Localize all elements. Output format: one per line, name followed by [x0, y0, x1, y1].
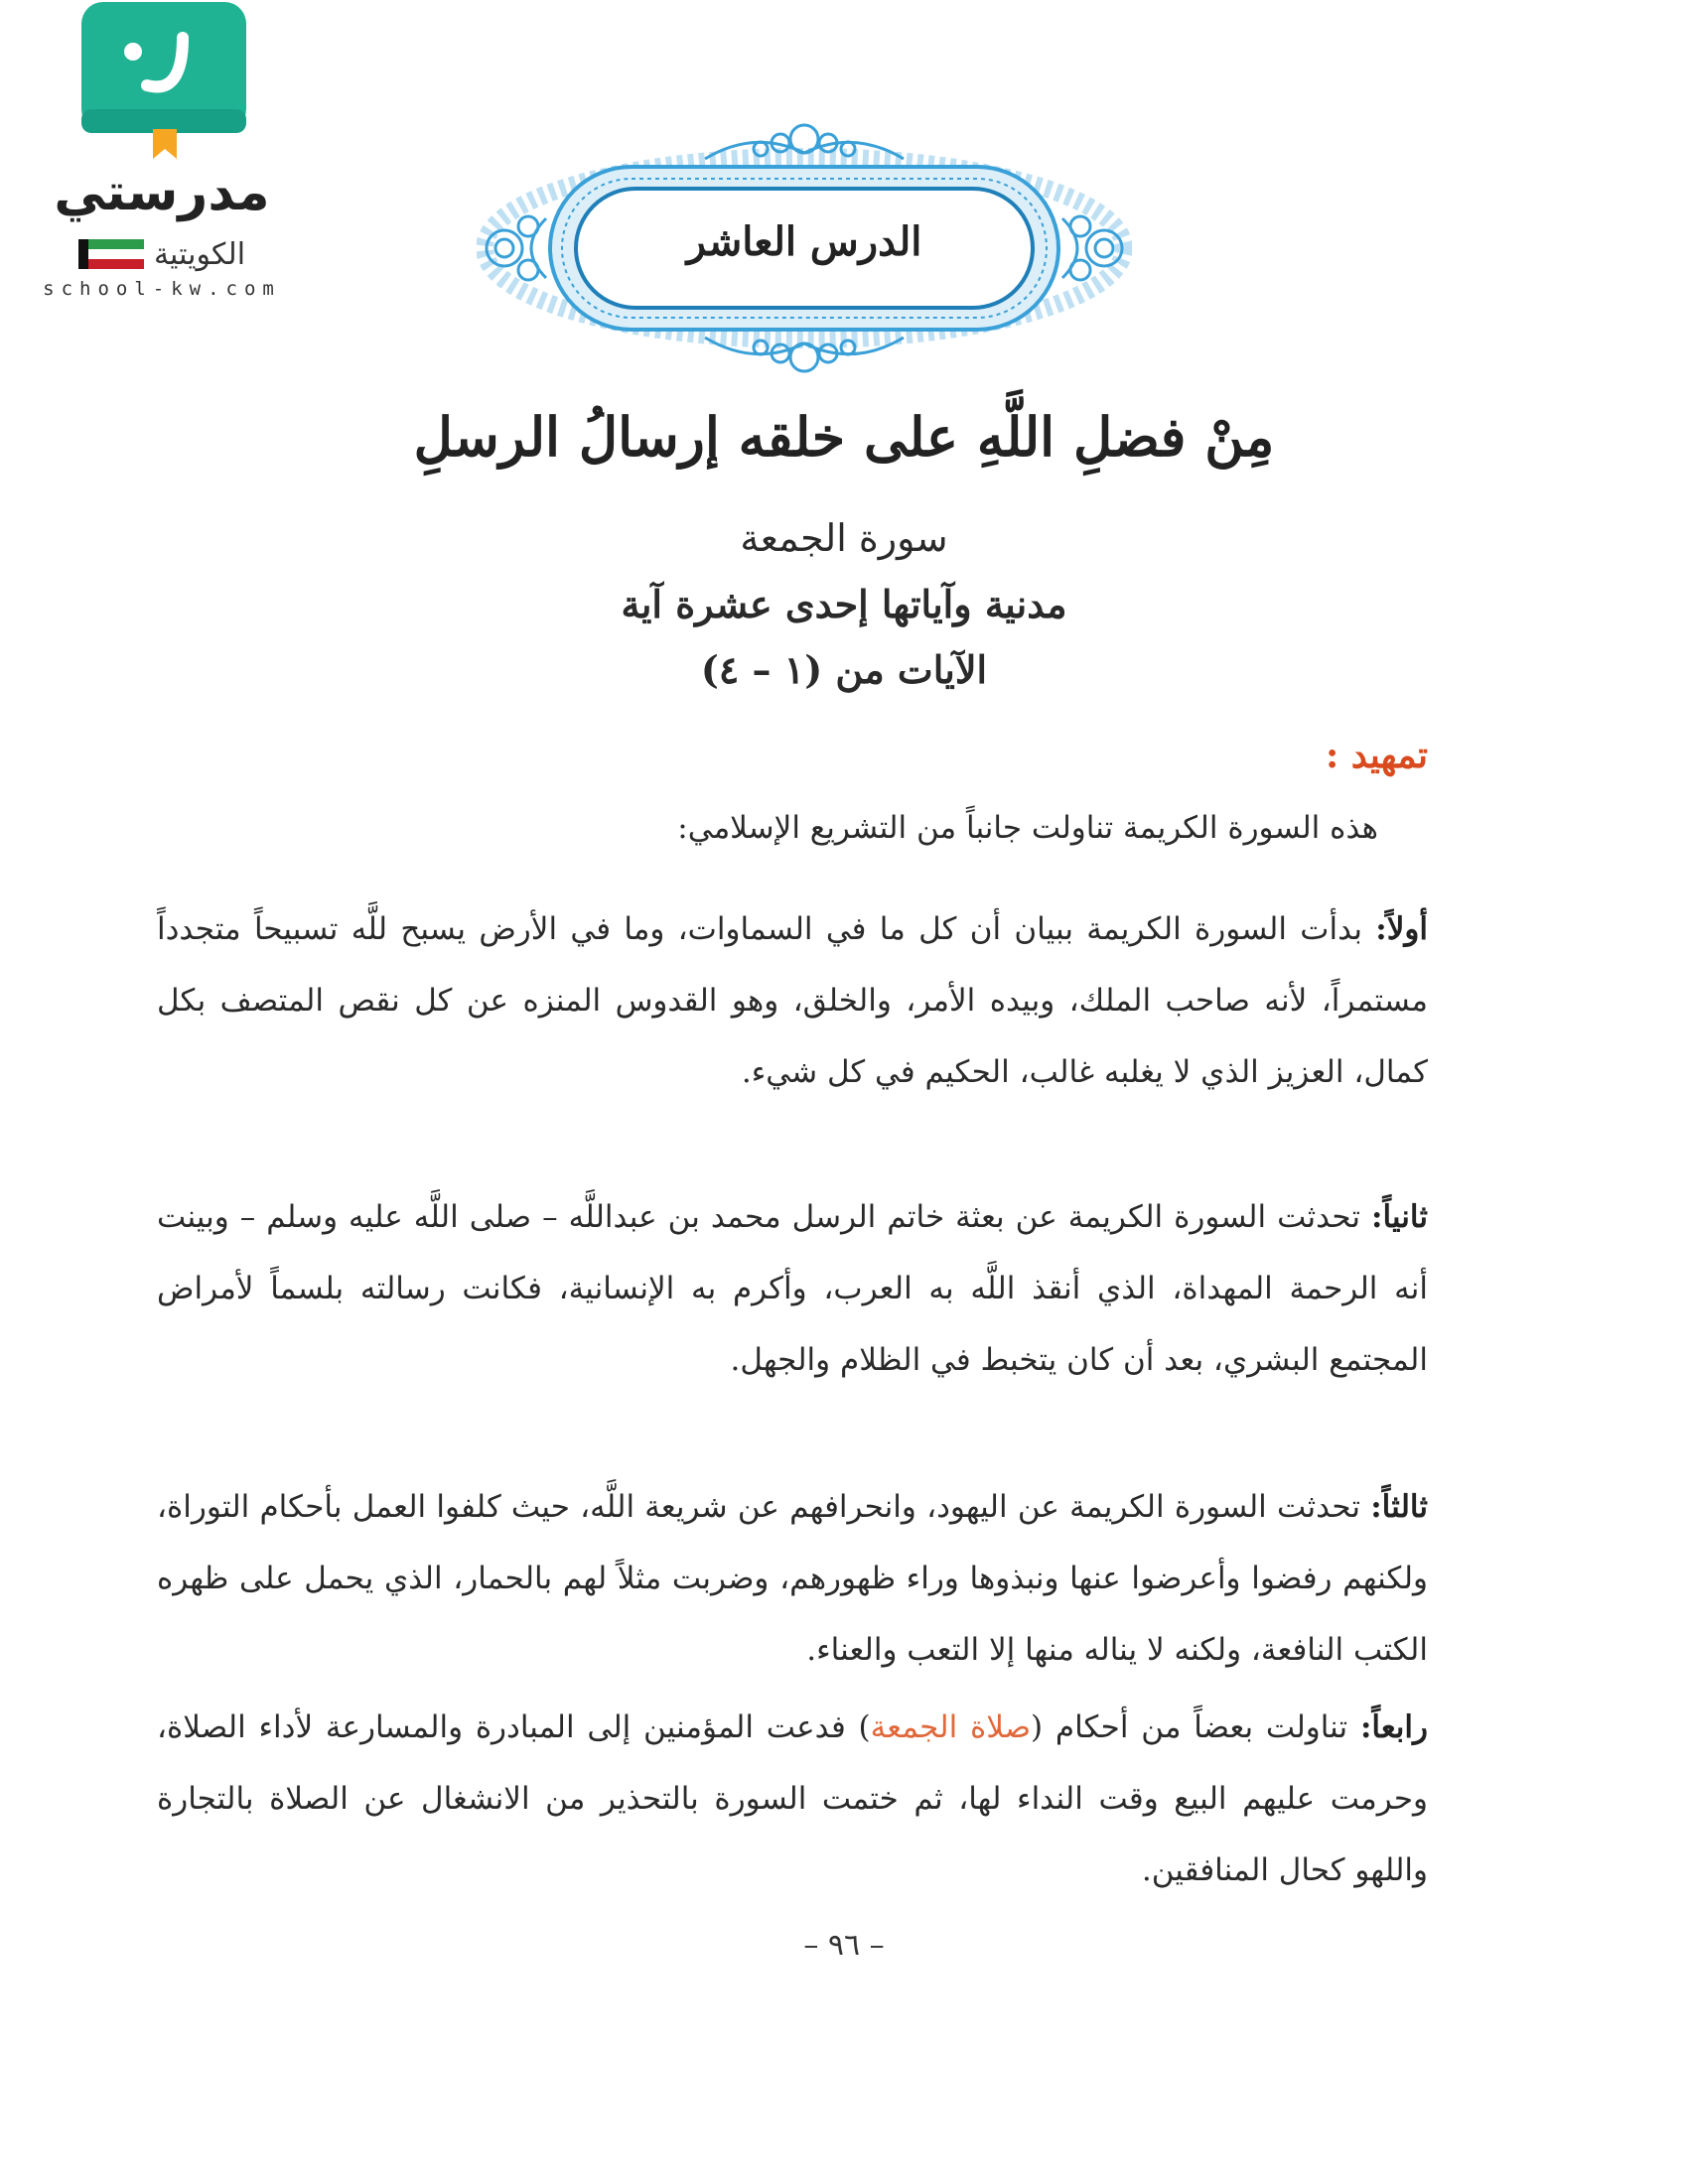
intro-heading: تمهيد : [1325, 735, 1428, 776]
point-paragraph [157, 1471, 1428, 1686]
point-text: ) فدعت المؤمنين إلى المبادرة والمسارعة لأداء الصلاة، وحرمت عليهم البيع وقت النداء لها، ثم ختمت السورة بالتحذير من الانشغال عن الصلاة بالتجارة واللهو كحال المنافقين. [157, 1709, 1428, 1888]
point-text: بدأت السورة الكريمة ببيان أن كل ما في السماوات، وما في الأرض يسبح للَّه تسبيحاً متجدداً مستمراً، لأنه صاحب الملك، وبيده الأمر، والخلق، وهو القدوس المنزه عن كل نقص المتصف بكل كمال، العزيز الذي لا يغلبه غالب، الحكيم في كل شيء. [157, 911, 1428, 1090]
logo-country-row [48, 234, 276, 274]
point-lead: ثالثاً: [1370, 1489, 1428, 1525]
ayat-range: الآيات من (١ – ٤) [700, 647, 988, 692]
point-lead: أولاً: [1375, 911, 1428, 947]
point-lead: ثانياً: [1371, 1199, 1428, 1235]
lesson-title: مِنْ فضلِ اللَّهِ على خلقه إرسالُ الرسلِ [413, 405, 1275, 469]
point-text: تناولت بعضاً من أحكام ( [1031, 1709, 1360, 1745]
lesson-banner [477, 119, 1132, 377]
point-lead: رابعاً: [1359, 1709, 1429, 1745]
logo-country: الكويتية [153, 236, 246, 272]
book-smile-icon [75, 0, 254, 159]
point-paragraph [157, 1692, 1428, 1906]
site-logo[interactable] [18, 0, 306, 308]
point-paragraph [157, 893, 1428, 1108]
kuwait-flag-icon [78, 239, 144, 269]
point-text: تحدثت السورة الكريمة عن بعثة خاتم الرسل محمد بن عبداللَّه – صلى اللَّه عليه وسلم – وبينت أنه الرحمة المهداة، الذي أنقذ اللَّه به العرب، وأكرم به الإنسانية، فكانت رسالته بلسماً لأمراض المجتمع البشري، بعد أن كان يتخبط في الظلام والجهل. [157, 1199, 1428, 1378]
page-number: – ٩٦ – [803, 1928, 885, 1963]
highlighted-term: صلاة الجمعة [870, 1709, 1032, 1745]
lesson-number: الدرس العاشر [686, 218, 922, 265]
point-paragraph [157, 1181, 1428, 1396]
surah-name: سورة الجمعة [740, 516, 948, 560]
point-text: تحدثت السورة الكريمة عن اليهود، وانحرافهم عن شريعة اللَّه، حيث كلفوا العمل بأحكام التوراة، ولكنهم رفضوا وأعرضوا عنها ونبذوها وراء ظهورهم، وضربت مثلاً لهم بالحمار، الذي يحمل على ظهره الكتب النافعة، ولكنه لا يناله منها إلا التعب والعناء. [157, 1489, 1428, 1668]
intro-sentence: هذه السورة الكريمة تناولت جانباً من التشريع الإسلامي: [677, 810, 1378, 846]
surah-info: مدنية وآياتها إحدى عشرة آية [621, 582, 1067, 626]
logo-url: school-kw.com [43, 278, 281, 300]
logo-name: مدرستي [54, 163, 270, 222]
